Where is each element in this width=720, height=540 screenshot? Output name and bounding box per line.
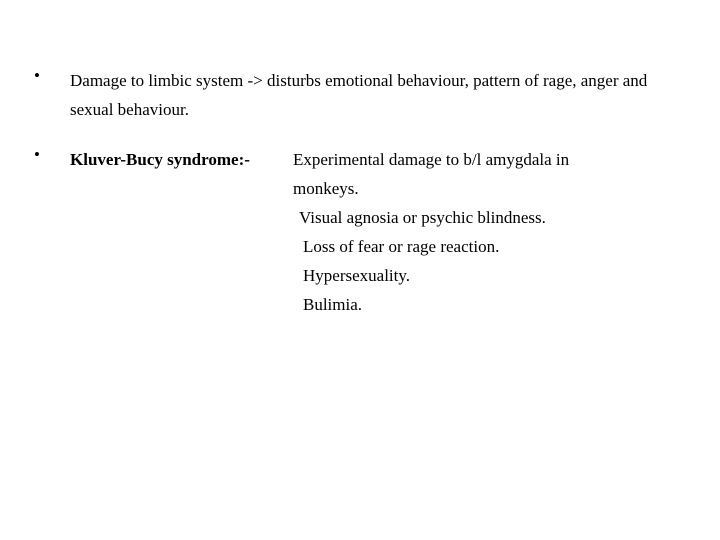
bullet-marker: •	[34, 145, 40, 164]
bullet-marker: •	[34, 66, 40, 85]
syndrome-feature: Visual agnosia or psychic blindness.	[299, 208, 546, 227]
syndrome-feature: Bulimia.	[303, 295, 363, 314]
syndrome-feature: Loss of fear or rage reaction.	[303, 237, 500, 256]
syndrome-line: Experimental damage to b/l amygdala in	[293, 150, 570, 169]
bullet-text-limbic-damage: Damage to limbic system -> disturbs emotional behaviour, pattern of rage, anger and sexual behaviour.	[70, 71, 648, 119]
term-kluver-bucy: Kluver-Bucy syndrome:-	[70, 150, 250, 169]
syndrome-feature: Hypersexuality.	[303, 266, 411, 285]
syndrome-line: monkeys.	[293, 179, 359, 198]
